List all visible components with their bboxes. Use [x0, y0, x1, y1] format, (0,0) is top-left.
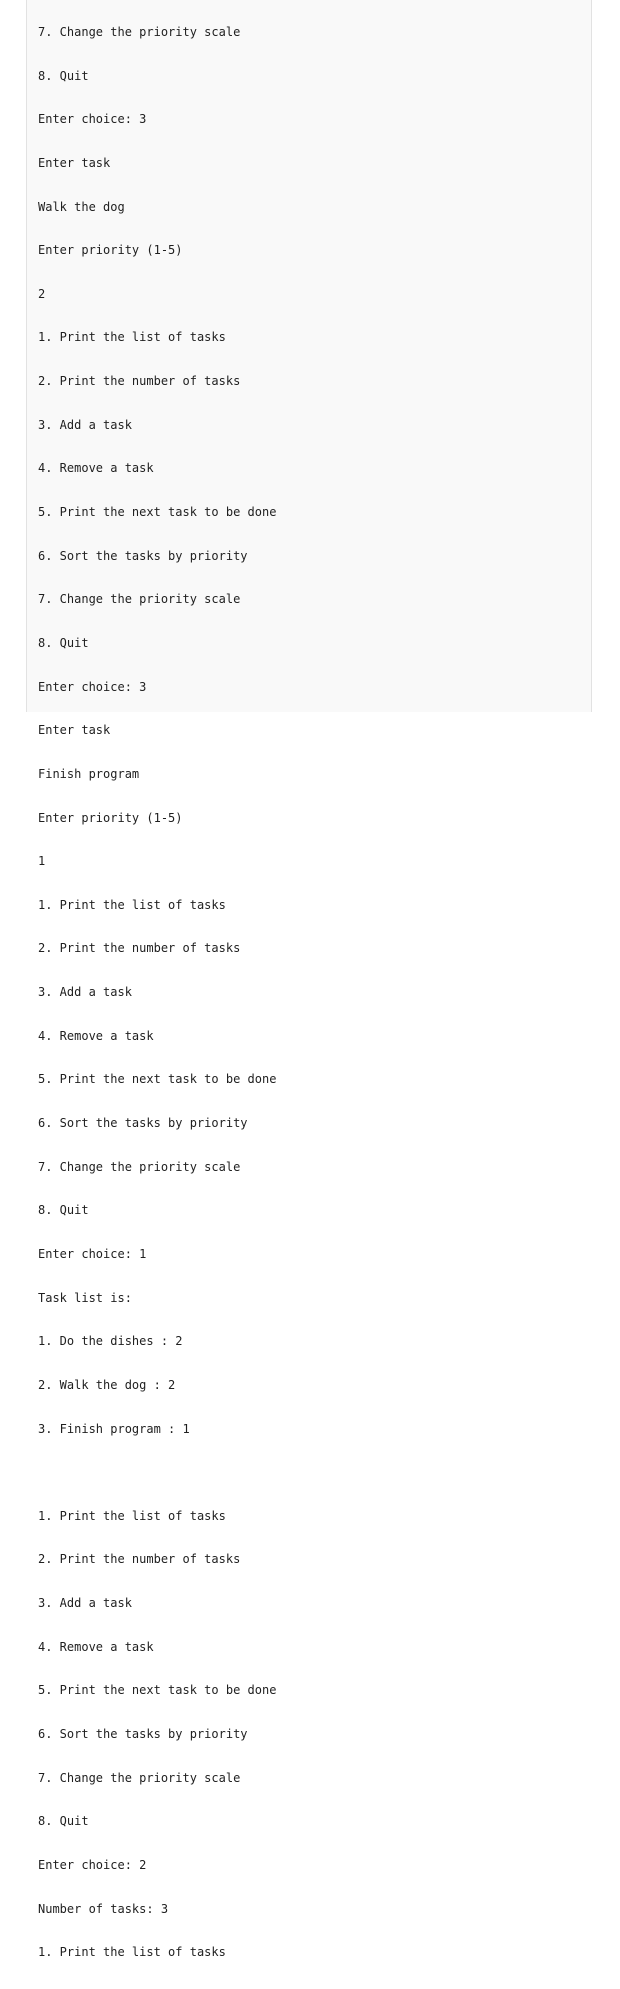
console-line: 1: [38, 854, 46, 869]
console-line: 1. Print the list of tasks: [38, 897, 226, 912]
console-line: 3. Add a task: [38, 985, 132, 1000]
console-line: 5. Print the next task to be done: [38, 505, 277, 520]
console-line: 2. Print the number of tasks: [38, 374, 241, 389]
console-line: 4. Remove a task: [38, 1639, 154, 1654]
console-line: 1. Print the list of tasks: [38, 330, 226, 345]
console-line: 2. Print the number of tasks: [38, 941, 241, 956]
console-line: Enter choice: 3: [38, 679, 147, 694]
console-line: 5. Print the next task to be done: [38, 1072, 277, 1087]
console-output-lines: [38, 0, 276, 1989]
console-line: 2. Walk the dog : 2: [38, 1377, 176, 1392]
console-line: 4. Remove a task: [38, 461, 154, 476]
console-line: 8. Quit: [38, 635, 89, 650]
console-line: Task list is:: [38, 1290, 132, 1305]
console-line: 7. Change the priority scale: [38, 1770, 241, 1785]
console-line: 3. Add a task: [38, 417, 132, 432]
console-line: 3. Add a task: [38, 1596, 132, 1611]
console-line: 4. Remove a task: [38, 1028, 154, 1043]
console-line: Enter choice: 1: [38, 1246, 147, 1261]
console-line: [38, 1465, 276, 1481]
console-line: 8. Quit: [38, 1814, 89, 1829]
console-line: 7. Change the priority scale: [38, 592, 241, 607]
console-line: Finish program: [38, 766, 140, 781]
console-line: 7. Change the priority scale: [38, 1159, 241, 1174]
console-line: 2: [38, 286, 46, 301]
console-line: 1. Do the dishes : 2: [38, 1334, 183, 1349]
console-line: Enter choice: 2: [38, 1857, 147, 1872]
console-line: Number of tasks: 3: [38, 1901, 169, 1916]
console-line: 1. Print the list of tasks: [38, 1945, 226, 1960]
console-line: Enter priority (1-5): [38, 810, 183, 825]
console-line: Walk the dog: [38, 199, 125, 214]
console-line: 6. Sort the tasks by priority: [38, 548, 248, 563]
console-line: Enter task: [38, 723, 111, 738]
console-output-panel: [26, 0, 592, 1960]
console-line: Enter task: [38, 155, 111, 170]
console-line: 1. Print the list of tasks: [38, 1508, 226, 1523]
console-line: Enter priority (1-5): [38, 243, 183, 258]
console-line: 2. Print the number of tasks: [38, 1552, 241, 1567]
console-line: 6. Sort the tasks by priority: [38, 1116, 248, 1131]
console-line: 5. Print the next task to be done: [38, 1683, 277, 1698]
console-line: Enter choice: 3: [38, 112, 147, 127]
console-line: 8. Quit: [38, 1203, 89, 1218]
console-line: 7. Change the priority scale: [38, 25, 241, 39]
console-line: 8. Quit: [38, 68, 89, 83]
console-line: 6. Sort the tasks by priority: [38, 1726, 248, 1741]
console-line: 3. Finish program : 1: [38, 1421, 190, 1436]
